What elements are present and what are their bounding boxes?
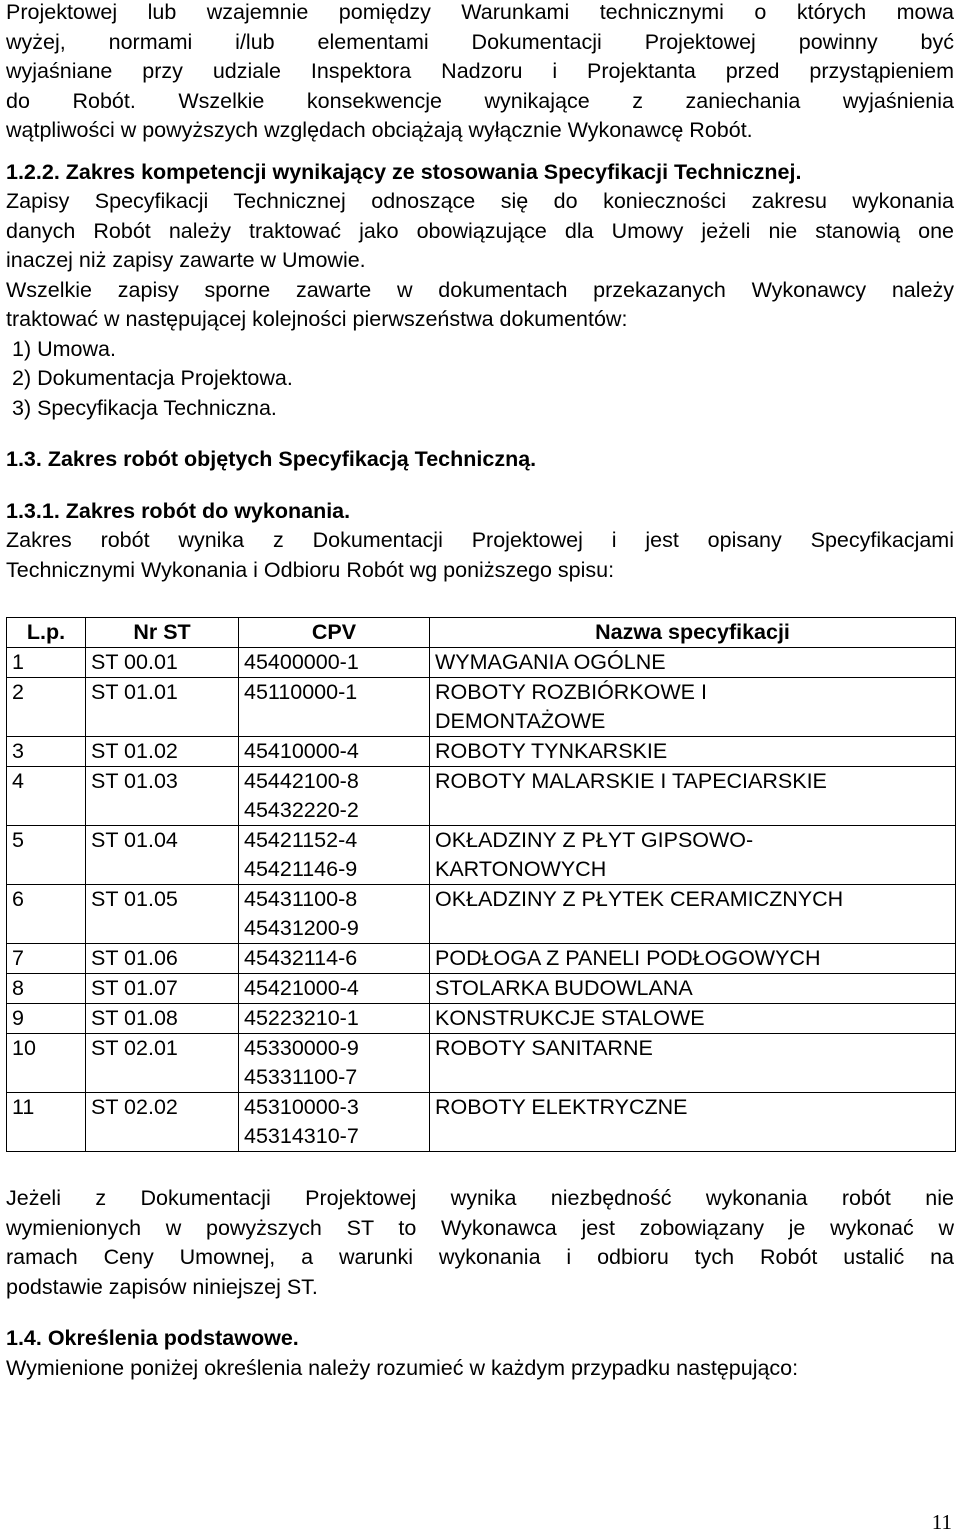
para-131-line-2: Technicznymi Wykonania i Odbioru Robót wg poniższego spisu: xyxy=(6,557,615,582)
after-line-3: ramach Ceny Umownej, a warunki wykonania i odbioru tych Robót ustalić na xyxy=(6,1245,954,1269)
spec-name-line: DEMONTAŻOWE xyxy=(435,709,606,733)
table-row xyxy=(7,1093,956,1152)
heading-1-3-1: 1.3.1. Zakres robót do wykonania. xyxy=(6,498,351,523)
cell-cpv xyxy=(239,974,430,1004)
paragraph-1-4: Wymienione poniżej określenia należy rozumieć w każdym przypadku następująco: xyxy=(6,1355,799,1380)
cell-nr-st: ST 01.07 xyxy=(86,974,239,1004)
cpv-code: 45431200-9 xyxy=(244,916,359,940)
cell-lp: 7 xyxy=(7,944,86,974)
heading-1-4: 1.4. Określenia podstawowe. xyxy=(6,1326,299,1350)
para-122b-line-2: traktować w następującej kolejności pierwszeństwa dokumentów: xyxy=(6,307,628,331)
paragraph-after-table xyxy=(6,1184,954,1302)
cell-lp: 1 xyxy=(7,648,86,678)
spec-name-line: STOLARKA BUDOWLANA xyxy=(435,976,693,1000)
spec-name-line: WYMAGANIA OGÓLNE xyxy=(435,650,666,674)
cpv-code: 45431100-8 xyxy=(244,887,358,911)
cell-lp: 8 xyxy=(7,974,86,1004)
document-page xyxy=(6,0,954,1383)
cpv-code: 45421152-4 xyxy=(244,828,358,852)
list-item: 2) Dokumentacja Projektowa. xyxy=(12,366,293,390)
spec-name-line: OKŁADZINY Z PŁYTEK CERAMICZNYCH xyxy=(435,887,844,911)
cell-nr-st: ST 01.01 xyxy=(86,678,239,737)
cpv-code: 45432220-2 xyxy=(244,798,359,822)
intro-line-4: do Robót. Wszelkie konsekwencje wynikające z zaniechania wyjaśnienia xyxy=(6,88,954,113)
table-row xyxy=(7,678,956,737)
cell-cpv xyxy=(239,678,430,737)
paragraph-1-3-1 xyxy=(6,526,954,585)
cell-spec-name xyxy=(430,648,956,678)
cell-cpv xyxy=(239,944,430,974)
cell-spec-name xyxy=(430,1034,956,1093)
table-row xyxy=(7,767,956,826)
para-122b-line-1: Wszelkie zapisy sporne zawarte w dokumentach przekazanych Wykonawcy należy xyxy=(6,277,954,302)
cell-spec-name xyxy=(430,826,956,885)
cell-nr-st: ST 01.08 xyxy=(86,1004,239,1034)
list-item: 1) Umowa. xyxy=(12,336,116,361)
spec-name-line: OKŁADZINY Z PŁYT GIPSOWO- xyxy=(435,828,754,852)
cpv-code: 45432114-6 xyxy=(244,946,358,970)
intro-line-1: Projektowej lub wzajemnie pomiędzy Warunkami technicznymi o których mowa xyxy=(6,0,954,24)
cell-cpv xyxy=(239,737,430,767)
cell-lp: 5 xyxy=(7,826,86,885)
table-body xyxy=(7,648,956,1152)
cell-lp: 3 xyxy=(7,737,86,767)
intro-paragraph xyxy=(6,0,954,146)
cell-lp: 6 xyxy=(7,885,86,944)
cpv-code: 45421000-4 xyxy=(244,976,359,1000)
cpv-code: 45314310-7 xyxy=(244,1124,359,1148)
cpv-code: 45442100-8 xyxy=(244,769,359,793)
heading-1-3: 1.3. Zakres robót objętych Specyfikacją Techniczną. xyxy=(6,447,537,471)
table-header-row xyxy=(7,618,956,648)
cell-lp: 2 xyxy=(7,678,86,737)
cpv-code: 45330000-9 xyxy=(244,1036,359,1060)
table-row xyxy=(7,885,956,944)
cell-nr-st: ST 01.05 xyxy=(86,885,239,944)
cell-nr-st: ST 02.02 xyxy=(86,1093,239,1152)
cell-cpv xyxy=(239,1093,430,1152)
cpv-code: 45410000-4 xyxy=(244,739,359,763)
precedence-list xyxy=(6,335,954,424)
after-line-2: wymienionych w powyższych ST to Wykonawca jest zobowiązany je wykonać w xyxy=(6,1215,954,1240)
cpv-code: 45110000-1 xyxy=(244,680,358,704)
spec-name-line: ROBOTY TYNKARSKIE xyxy=(435,739,668,763)
cell-cpv xyxy=(239,648,430,678)
cell-lp: 4 xyxy=(7,767,86,826)
header-lp: L.p. xyxy=(7,618,86,648)
cell-cpv xyxy=(239,826,430,885)
spec-name-line: ROBOTY SANITARNE xyxy=(435,1036,653,1060)
after-line-1: Jeżeli z Dokumentacji Projektowej wynika niezbędność wykonania robót nie xyxy=(6,1186,954,1210)
cpv-code: 45421146-9 xyxy=(244,857,358,881)
cell-nr-st: ST 01.03 xyxy=(86,767,239,826)
table-row xyxy=(7,974,956,1004)
spec-name-line: ROBOTY ROZBIÓRKOWE I xyxy=(435,680,707,704)
para-122a-line-3: inaczej niż zapisy zawarte w Umowie. xyxy=(6,248,366,272)
header-cpv: CPV xyxy=(239,618,430,648)
paragraph-1-2-2-b xyxy=(6,276,954,335)
spec-name-line: PODŁOGA Z PANELI PODŁOGOWYCH xyxy=(435,946,821,970)
intro-line-5: wątpliwości w powyższych względach obciążają wyłącznie Wykonawcę Robót. xyxy=(6,118,753,142)
cell-cpv xyxy=(239,767,430,826)
cell-cpv xyxy=(239,885,430,944)
intro-line-2: wyżej, normami i/lub elementami Dokumentacji Projektowej powinny być xyxy=(6,29,954,54)
heading-1-2-2: 1.2.2. Zakres kompetencji wynikający ze stosowania Specyfikacji Technicznej. xyxy=(6,159,802,184)
after-line-4: podstawie zapisów niniejszej ST. xyxy=(6,1274,318,1299)
spec-name-line: ROBOTY MALARSKIE I TAPECIARSKIE xyxy=(435,769,827,793)
cell-spec-name xyxy=(430,678,956,737)
paragraph-1-2-2-a xyxy=(6,187,954,276)
page-number: 11 xyxy=(931,1510,952,1534)
cell-cpv xyxy=(239,1004,430,1034)
cpv-code: 45400000-1 xyxy=(244,650,359,674)
cell-spec-name xyxy=(430,944,956,974)
cell-spec-name xyxy=(430,1093,956,1152)
table-row xyxy=(7,944,956,974)
cpv-code: 45310000-3 xyxy=(244,1095,359,1119)
cell-nr-st: ST 00.01 xyxy=(86,648,239,678)
list-item: 3) Specyfikacja Techniczna. xyxy=(12,395,277,420)
cell-spec-name xyxy=(430,974,956,1004)
specification-table xyxy=(6,617,956,1152)
table-row xyxy=(7,648,956,678)
cpv-code: 45331100-7 xyxy=(244,1065,358,1089)
cell-nr-st: ST 01.04 xyxy=(86,826,239,885)
table-row xyxy=(7,737,956,767)
para-131-line-1: Zakres robót wynika z Dokumentacji Projektowej i jest opisany Specyfikacjami xyxy=(6,528,954,552)
cell-spec-name xyxy=(430,1004,956,1034)
cpv-code: 45223210-1 xyxy=(244,1006,359,1030)
header-name: Nazwa specyfikacji xyxy=(430,618,956,648)
spec-name-line: KARTONOWYCH xyxy=(435,857,607,881)
cell-lp: 10 xyxy=(7,1034,86,1093)
cell-spec-name xyxy=(430,737,956,767)
header-nr-st: Nr ST xyxy=(86,618,239,648)
table-row xyxy=(7,1034,956,1093)
cell-nr-st: ST 01.02 xyxy=(86,737,239,767)
cell-nr-st: ST 01.06 xyxy=(86,944,239,974)
intro-line-3: wyjaśniane przy udziale Inspektora Nadzoru i Projektanta przed przystąpieniem xyxy=(6,59,954,83)
cell-cpv xyxy=(239,1034,430,1093)
spec-name-line: KONSTRUKCJE STALOWE xyxy=(435,1006,705,1030)
para-122a-line-1: Zapisy Specyfikacji Technicznej odnoszące się do konieczności zakresu wykonania xyxy=(6,189,954,213)
para-122a-line-2: danych Robót należy traktować jako obowiązujące dla Umowy jeżeli nie stanowią one xyxy=(6,218,954,243)
table-row xyxy=(7,826,956,885)
cell-lp: 9 xyxy=(7,1004,86,1034)
table-row xyxy=(7,1004,956,1034)
cell-lp: 11 xyxy=(7,1093,86,1152)
spec-name-line: ROBOTY ELEKTRYCZNE xyxy=(435,1095,688,1119)
cell-spec-name xyxy=(430,885,956,944)
cell-nr-st: ST 02.01 xyxy=(86,1034,239,1093)
cell-spec-name xyxy=(430,767,956,826)
